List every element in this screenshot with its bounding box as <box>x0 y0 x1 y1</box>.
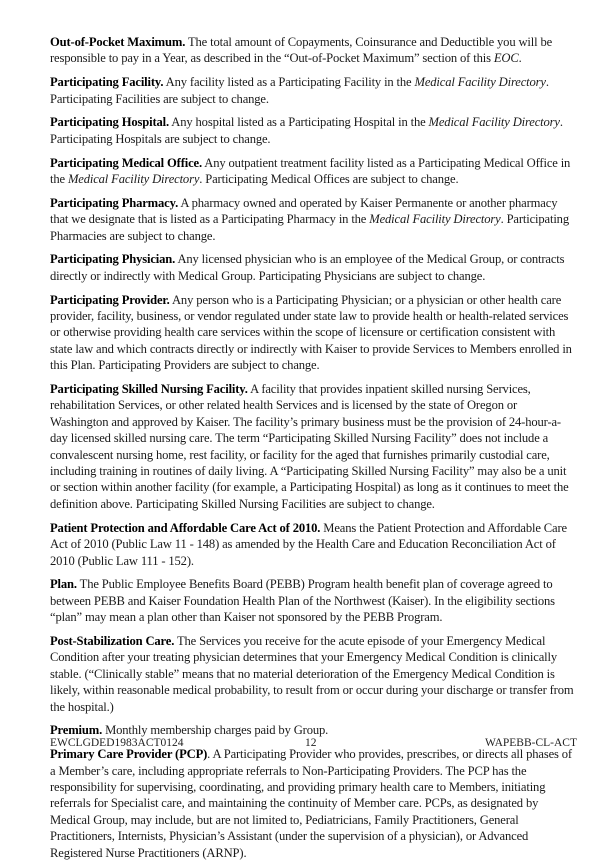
definition-paragraph <box>50 251 577 284</box>
definition-text: Any facility listed as a Participating Facility in the <box>163 75 415 90</box>
definition-text: . Participating Pharmacies are subject to change. <box>50 212 569 243</box>
definition-text: Any hospital listed as a Participating Hospital in the <box>169 115 429 130</box>
definition-text: . A Participating Provider who provides, prescribes, or directs all phases of a Member’s care, including appropriate referrals to Non-Participating Providers. The PCP has the responsibility for supervising, coordinating, and providing primary health care to Members, initiating referrals for Specialist care, and maintaining the continuity of Member care. PCPs, as designated by Medical Group, may include, but are not limited to, Pediatricians, Family Practitioners, General Practitioners, Internists, Physician’s Assistant (under the supervision of a physician), or Advanced Registered Nurse Practitioners (ARNP). <box>50 747 572 860</box>
definition-reference: Medical Facility Directory <box>369 212 501 227</box>
definition-text: . <box>518 51 522 66</box>
definition-text: The Services you receive for the acute episode of your Emergency Medical Condition after your treating physician determines that your Emergency Medical Condition is clinically stable. (“Clinically stable” means that no material deterioration of the Emergency Medical Condition is likely, within reasonable medical probability, to result from or occur during your discharge or transfer from the hospital.) <box>50 633 574 714</box>
definition-text: Means the Patient Protection and Affordable Care Act of 2010 (Public Law 11 ‑ 148) as amended by the Health Care and Education Reconciliation Act of 2010 (Public Law 111 ‑ 152). <box>50 520 567 568</box>
definition-text: . Participating Medical Offices are subject to change. <box>199 172 459 187</box>
definition-term: Patient Protection and Affordable Care Act of 2010. <box>50 520 321 535</box>
definition-term: Participating Pharmacy. <box>50 195 179 210</box>
definition-text: . Participating Hospitals are subject to change. <box>50 115 563 146</box>
definition-paragraph <box>50 292 577 374</box>
definition-term: Primary Care Provider (PCP) <box>50 747 208 762</box>
definition-paragraph <box>50 520 577 569</box>
definition-term: Participating Facility. <box>50 75 164 90</box>
definition-reference: Medical Facility Directory <box>428 115 560 130</box>
definition-text: The total amount of Copayments, Coinsurance and Deductible you will be responsible to pay in a Year, as described in the “Out-of-Pocket Maximum” section of this <box>50 35 553 66</box>
definition-term: Participating Skilled Nursing Facility. <box>50 382 248 397</box>
definition-text: A facility that provides inpatient skilled nursing Services, rehabilitation Services, or other related health Services and is licensed by the state of Oregon or Washington and approved by Kaiser. The facility’s primary business must be the provision of 24-hour-a-day licensed skilled nursing care. The term “Participating Skilled Nursing Facility” does not include a convalescent nursing home, rest facility, or facility for the aged that furnishes primarily custodial care, including training in routines of daily living. A “Participating Skilled Nursing Facility” may also be a unit or section within another facility (for example, a Participating Hospital) as long as it continues to meet the definition above. Participating Skilled Nursing Facilities are subject to change. <box>50 382 569 511</box>
definition-term: Participating Medical Office. <box>50 155 202 170</box>
definition-paragraph <box>50 381 577 512</box>
document-code: EWCLGDED1983ACT0124 <box>50 737 184 749</box>
definition-term: Post-Stabilization Care. <box>50 633 175 648</box>
definition-reference: EOC <box>493 51 519 66</box>
definition-term: Participating Provider. <box>50 292 170 307</box>
definition-text: The Public Employee Benefits Board (PEBB) Program health benefit plan of coverage agreed to between PEBB and Kaiser Foundation Health Plan of the Northwest (Kaiser). In the eligibility sections “plan” may mean a plan other than Kaiser not sponsored by the PEBB Program. <box>50 577 555 625</box>
definition-paragraph <box>50 114 577 147</box>
definition-reference: Medical Facility Directory <box>67 172 200 187</box>
definition-term: Plan. <box>50 577 77 592</box>
definition-text: Monthly membership charges paid by Group. <box>102 723 329 738</box>
definition-paragraph <box>50 746 577 861</box>
definition-term: Participating Physician. <box>50 252 176 267</box>
definition-text: Any licensed physician who is an employee of the Medical Group, or contracts directly or indirectly with Medical Group. Participating Physicians are subject to change. <box>50 252 565 283</box>
plan-code: WAPEBB-CL-ACT <box>485 737 577 749</box>
definition-reference: Medical Facility Directory <box>414 75 546 90</box>
definition-paragraph <box>50 633 577 715</box>
definition-term: Participating Hospital. <box>50 115 169 130</box>
definition-text: . Participating Facilities are subject to change. <box>50 75 549 106</box>
definition-paragraph <box>50 34 577 67</box>
definition-paragraph <box>50 74 577 107</box>
definition-paragraph <box>50 195 577 244</box>
definition-text: A pharmacy owned and operated by Kaiser Permanente or another pharmacy that we designate that is listed as a Participating Pharmacy in the <box>50 195 558 227</box>
definition-text: Any outpatient treatment facility listed as a Participating Medical Office in the <box>50 155 571 187</box>
definition-paragraph <box>50 155 577 188</box>
definition-term: Premium. <box>50 723 103 738</box>
definition-term: Out-of-Pocket Maximum. <box>50 35 186 49</box>
page-footer <box>50 737 577 753</box>
definition-text: Any person who is a Participating Physician; or a physician or other health care provider, facility, business, or vendor regulated under state law to provide health or health-related services or otherwise providing health care services within the scope of licensure or certification consistent with state law and which contracts directly or indirectly with Kaiser to provide Services to Members enrolled in this Plan. Participating Providers are subject to change. <box>50 292 572 373</box>
page-number: 12 <box>305 737 317 749</box>
definition-paragraph <box>50 576 577 625</box>
